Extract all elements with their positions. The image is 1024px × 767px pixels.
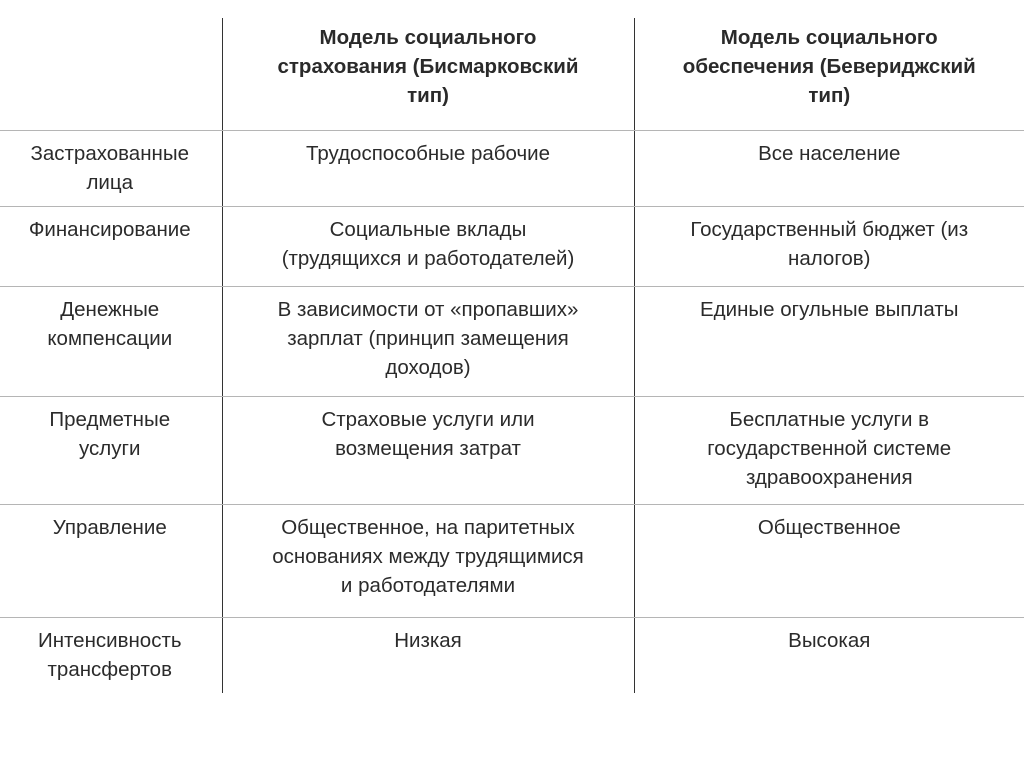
cell-text: Единые огульные выплаты: [700, 297, 959, 321]
beveridge-cell: [634, 617, 1024, 693]
cell-text: В зависимости от «пропавших»: [277, 297, 579, 321]
row-label: услуги: [79, 436, 141, 460]
cell-text: Страховые услуги или: [321, 407, 535, 431]
cell-text: основаниях между трудящимися: [272, 544, 584, 568]
bismarck-cell: [222, 504, 634, 617]
row-label: Управление: [52, 515, 167, 539]
header-line: тип): [808, 84, 851, 107]
row-label: Финансирование: [28, 217, 191, 241]
table-row-cash-compensation: [0, 286, 1024, 396]
header-bismarck-model: [222, 18, 634, 130]
header-line: обеспечения (Бевериджский: [682, 55, 976, 78]
cell-text: налогов): [788, 246, 871, 270]
row-label-cell: [0, 617, 222, 693]
cell-text: Государственный бюджет (из: [690, 217, 969, 241]
row-label-cell: [0, 206, 222, 286]
bismarck-cell: [222, 206, 634, 286]
beveridge-cell: [634, 206, 1024, 286]
header-beveridge-model: [634, 18, 1024, 130]
cell-text: Общественное, на паритетных: [281, 515, 575, 539]
header-line: тип): [407, 84, 449, 107]
bismarck-cell: [222, 396, 634, 504]
cell-text: возмещения затрат: [335, 436, 521, 460]
header-line: Модель социального: [319, 26, 537, 49]
row-label: Застрахованные: [30, 141, 189, 165]
cell-text: Все население: [758, 141, 901, 165]
cell-text: зарплат (принцип замещения: [287, 326, 569, 350]
beveridge-cell: [634, 130, 1024, 206]
row-label-cell: [0, 504, 222, 617]
row-label: трансфертов: [47, 657, 172, 681]
row-label-cell: [0, 396, 222, 504]
row-label: Денежные: [60, 297, 160, 321]
row-label-cell: [0, 130, 222, 206]
row-label: компенсации: [47, 326, 173, 350]
cell-text: здравоохранения: [745, 465, 913, 489]
beveridge-cell: [634, 396, 1024, 504]
header-line: страхования (Бисмарковский: [277, 55, 579, 78]
row-label: лица: [86, 170, 134, 194]
cell-text: Высокая: [788, 628, 871, 652]
header-row: [0, 18, 1024, 130]
cell-text: Низкая: [394, 628, 462, 652]
table-row-management: [0, 504, 1024, 617]
table-row-insured-persons: [0, 130, 1024, 206]
beveridge-cell: [634, 504, 1024, 617]
table-row-transfer-intensity: [0, 617, 1024, 693]
cell-text: Социальные вклады: [329, 217, 527, 241]
cell-text: Бесплатные услуги в: [729, 407, 930, 431]
row-label: Предметные: [49, 407, 171, 431]
header-empty-cell: [0, 18, 222, 130]
cell-text: Трудоспособные рабочие: [305, 141, 551, 165]
bismarck-cell: [222, 130, 634, 206]
row-label-cell: [0, 286, 222, 396]
table-row-financing: [0, 206, 1024, 286]
bismarck-cell: [222, 617, 634, 693]
cell-text: Общественное: [757, 515, 901, 539]
beveridge-cell: [634, 286, 1024, 396]
cell-text: государственной системе: [707, 436, 952, 460]
comparison-table: [0, 18, 1024, 693]
table-row-in-kind-services: [0, 396, 1024, 504]
row-label: Интенсивность: [37, 628, 182, 652]
cell-text: и работодателями: [340, 573, 516, 597]
cell-text: доходов): [385, 355, 471, 379]
cell-text: (трудящихся и работодателей): [281, 246, 575, 270]
bismarck-cell: [222, 286, 634, 396]
header-line: Модель социального: [720, 26, 938, 49]
